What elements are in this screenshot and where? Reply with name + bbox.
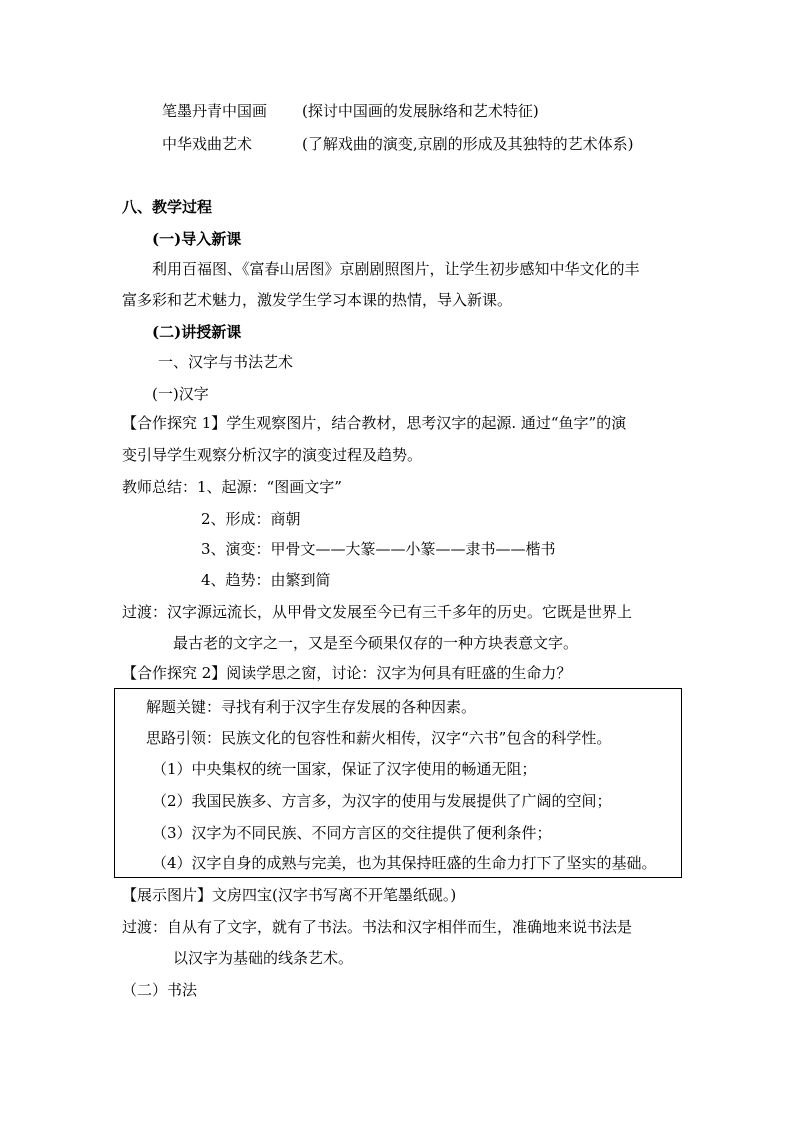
paragraph-line: 过渡：自从有了文字，就有了书法。书法和汉字相伴而生，准确地来说书法是 [122, 918, 633, 936]
box-line: 思路引领：民族文化的包容性和薪火相传，汉字“六书”包含的科学性。 [146, 729, 612, 747]
course-item-name: 笔墨丹青中国画 [162, 102, 268, 120]
box-point: （4）汉字自身的成熟与完美，也为其保持旺盛的生命力打下了坚实的基础。 [152, 854, 657, 872]
box-line: 解题关键：寻找有利于汉字生存发展的各种因素。 [146, 698, 477, 716]
box-point: （1）中央集权的统一国家，保证了汉字使用的畅通无阻； [152, 760, 537, 778]
section-heading: 八、教学过程 [122, 198, 213, 216]
paragraph-line: 【合作探究 2】阅读学思之窗，讨论：汉字为何具有旺盛的生命力？ [122, 664, 572, 682]
paragraph-line: 【展示图片】文房四宝(汉字书写离不开笔墨纸砚。) [122, 886, 457, 904]
paragraph-line: 富多彩和艺术魅力，激发学生学习本课的热情，导入新课。 [122, 291, 513, 309]
paragraph-line: 【合作探究 1】学生观察图片，结合教材，思考汉字的起源. 通过“鱼字”的演 [122, 414, 627, 432]
summary-line: 教师总结：1、起源：“图画文字” [122, 478, 342, 496]
paragraph-line: 变引导学生观察分析汉字的演变过程及趋势。 [122, 446, 423, 464]
course-item-desc: (探讨中国画的发展脉络和艺术特征) [302, 102, 539, 120]
paragraph-line: 以汉字为基础的线条艺术。 [173, 949, 354, 967]
paragraph-line: 利用百福图、《富春山居图》京剧剧照图片，让学生初步感知中华文化的丰 [152, 260, 640, 278]
box-point: （2）我国民族多、方言多，为汉字的使用与发展提供了广阔的空间； [152, 792, 612, 810]
subsection-heading: (二)讲授新课 [152, 323, 242, 341]
course-item-name: 中华戏曲艺术 [162, 135, 253, 153]
sub-heading: (一)汉字 [152, 385, 209, 403]
subsection-heading: (一)导入新课 [152, 230, 242, 248]
summary-line: 4、趋势：由繁到简 [201, 571, 331, 589]
box-point: （3）汉字为不同民族、不同方言区的交往提供了便利条件； [152, 824, 552, 842]
course-item-desc: (了解戏曲的演变,京剧的形成及其独特的艺术体系) [302, 135, 634, 153]
paragraph-line: 最古老的文字之一，又是至今硕果仅存的一种方块表意文字。 [173, 634, 579, 652]
sub-heading: （二）书法 [122, 981, 198, 999]
summary-line: 3、演变：甲骨文——大篆——小篆——隶书——楷书 [201, 540, 556, 558]
part-heading: 一、汉字与书法艺术 [158, 353, 294, 371]
paragraph-line: 过渡：汉字源远流长，从甲骨文发展至今已有三千多年的历史。它既是世界上 [122, 603, 633, 621]
summary-line: 2、形成：商朝 [201, 510, 301, 528]
